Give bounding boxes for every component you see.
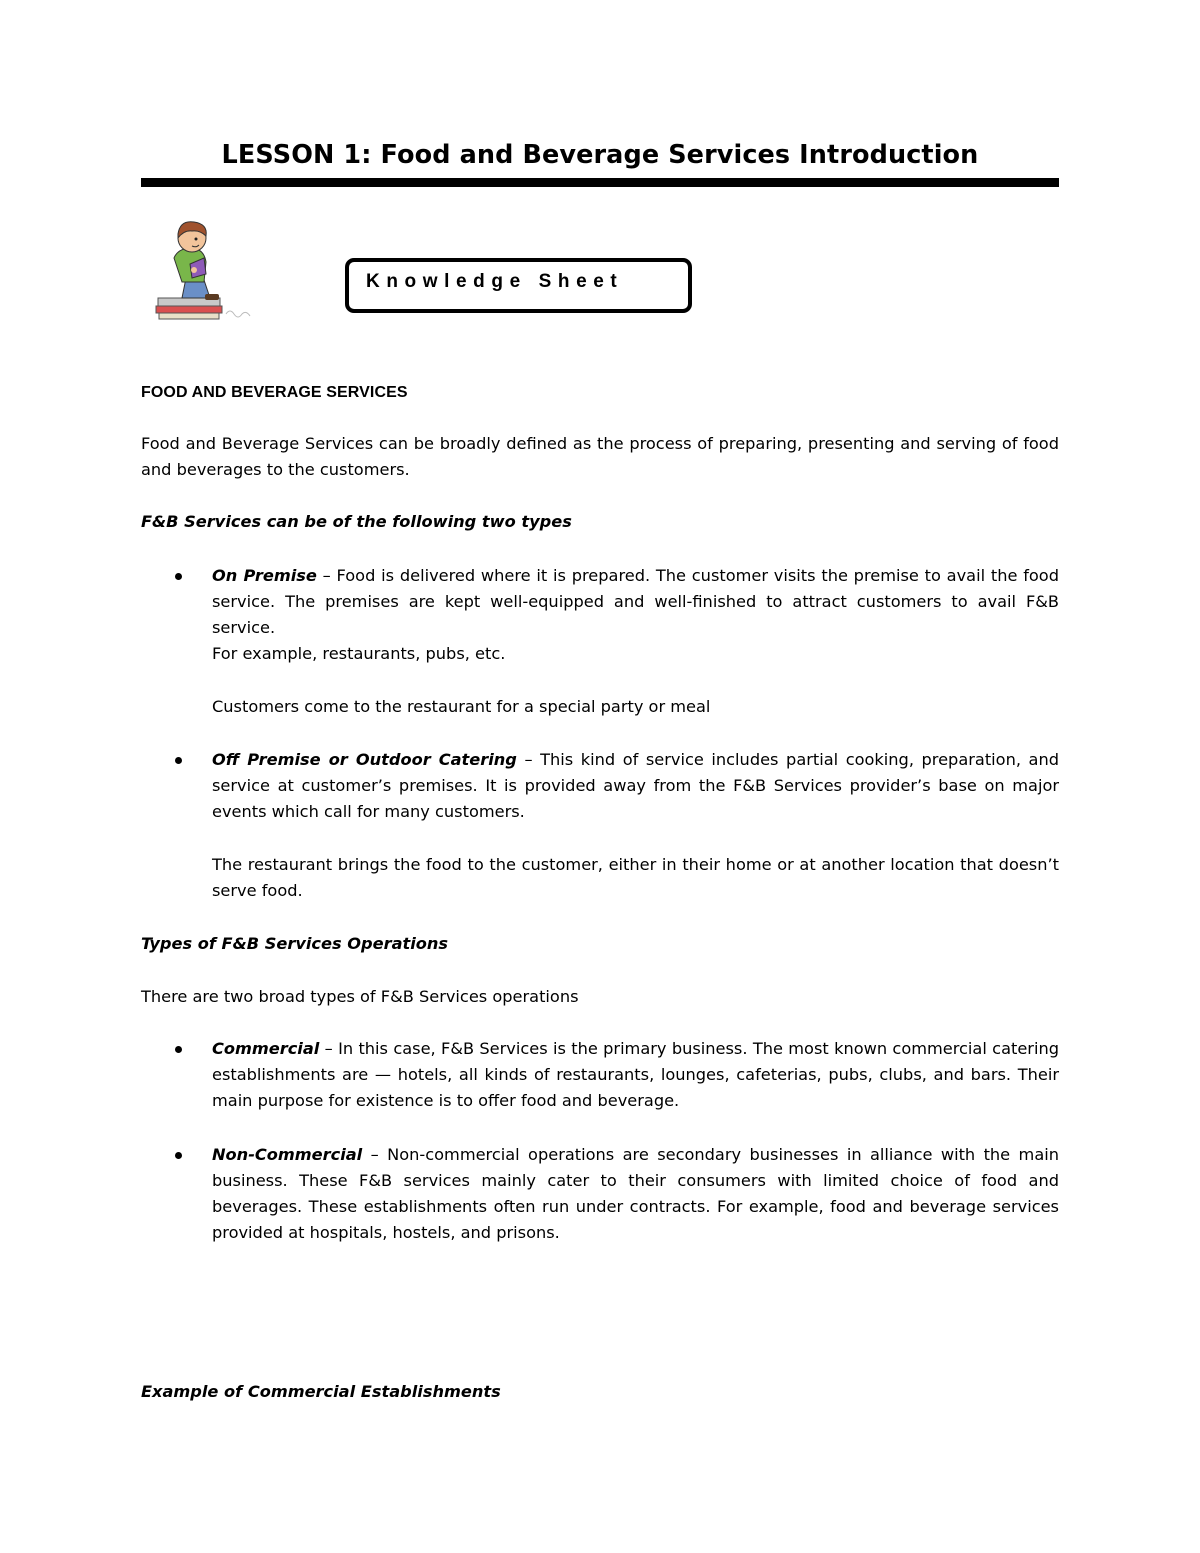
term-description: – Non-commercial operations are secondary businesses in alliance with the main business. These F&B services mainly cater to their consumers with limited choice of food and beverages. These establishments often run under contracts. For example, food and beverage services provided at hospitals, hostels, and prisons. xyxy=(212,1145,1059,1242)
term-label: Commercial xyxy=(212,1039,320,1058)
bullet-dot xyxy=(175,757,182,764)
examples-heading: Example of Commercial Establishments xyxy=(141,1382,501,1401)
on-premise-example: For example, restaurants, pubs, etc. xyxy=(212,644,506,663)
off-premise-note: The restaurant brings the food to the customer, either in their home or at another location that doesn’t serve food. xyxy=(212,855,1059,900)
term-label: On Premise xyxy=(212,566,317,585)
list-item-non-commercial xyxy=(212,1142,1059,1246)
term-description: – Food is delivered where it is prepared. The customer visits the premise to avail the food service. The premises are kept well-equipped and well-finished to attract customers to avail F&B service. xyxy=(212,566,1059,637)
term-label: Off Premise or Outdoor Catering xyxy=(212,750,517,769)
operations-intro: There are two broad types of F&B Services operations xyxy=(141,987,579,1006)
intro-paragraph: Food and Beverage Services can be broadly defined as the process of preparing, presenting and serving of food and beverages to the customers. xyxy=(141,434,1059,479)
bullet-dot xyxy=(175,573,182,580)
term-description: – In this case, F&B Services is the primary business. The most known commercial catering establishments are — hotels, all kinds of restaurants, lounges, cafeterias, pubs, clubs, and bars. Their main purpose for existence is to offer food and beverage. xyxy=(212,1039,1059,1110)
term-label: Non-Commercial xyxy=(212,1145,363,1164)
term-description: – This kind of service includes partial cooking, preparation, and service at customer’s premises. It is provided away from the F&B Services provider’s base on major events which call for many customers. xyxy=(212,750,1059,821)
knowledge-sheet-badge xyxy=(345,258,692,313)
lesson-title: LESSON 1: Food and Beverage Services Introduction xyxy=(221,140,979,170)
on-premise-note: Customers come to the restaurant for a special party or meal xyxy=(212,697,711,716)
list-item-off-premise xyxy=(212,747,1059,825)
types-heading: F&B Services can be of the following two types xyxy=(141,512,572,531)
list-item-on-premise xyxy=(212,563,1059,641)
bullet-dot xyxy=(175,1152,182,1159)
knowledge-sheet-label: Knowledge Sheet xyxy=(366,271,624,292)
reading-boy-illustration xyxy=(152,218,262,326)
list-item-commercial xyxy=(212,1036,1059,1114)
title-rule xyxy=(141,178,1059,187)
section-heading: FOOD AND BEVERAGE SERVICES xyxy=(141,384,408,401)
bullet-dot xyxy=(175,1046,182,1053)
operations-heading: Types of F&B Services Operations xyxy=(141,934,449,953)
